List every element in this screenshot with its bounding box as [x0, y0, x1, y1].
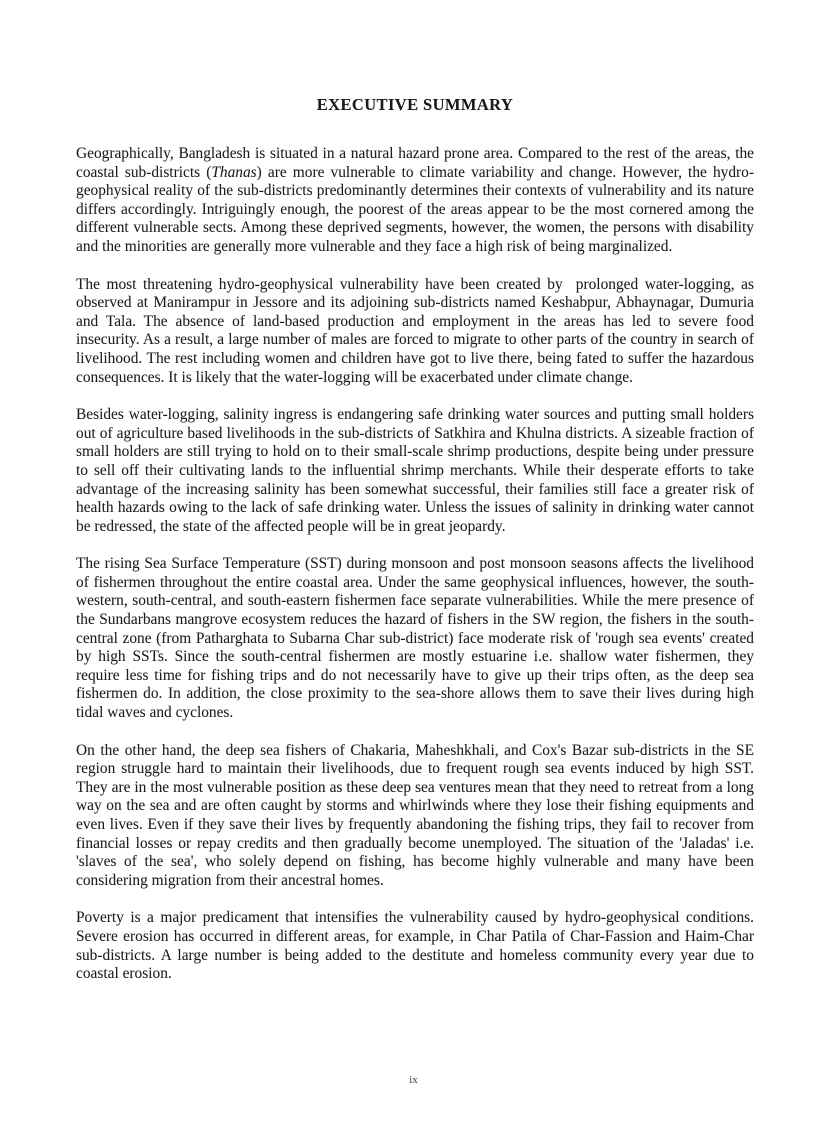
text-run: Geographically, Bangladesh is situated in a natural hazard prone area. Compared to the rest of the areas, the coastal sub-districts ( [76, 145, 754, 181]
text-run: The most threatening hydro-geophysical vulnerability have been created by prolonged water-logging, as observed at Manirampur in Jessore and its adjoining sub-districts named Keshabpur, Abhaynagar, Dumuria and Tala. The absence of land-based production and employment in the areas has led to severe food insecurity. As a result, a large number of males are forced to migrate to other parts of the country in search of livelihood. The rest including women and children have got to live there, being fated to suffer the hazardous consequences. It is likely that the water-logging will be exacerbated under climate change. [76, 275, 754, 386]
text-run: ) are more vulnerable to climate variability and change. However, the hydro-geophysical reality of the sub-districts predominantly determines their contexts of vulnerability and its nature differs accordingly. Intriguingly enough, the poorest of the areas appear to be the most cornered among the different vulnerable sects. Among these deprived segments, however, the women, the persons with disability and the minorities are generally more vulnerable and they face a high risk of being marginalized. [76, 163, 755, 255]
page-title: EXECUTIVE SUMMARY [316, 95, 514, 114]
paragraph [76, 555, 754, 722]
paragraph [76, 276, 754, 388]
paragraph [76, 742, 754, 891]
page-content [76, 95, 754, 1003]
page-number: ix [409, 1074, 418, 1086]
paragraph [76, 909, 754, 983]
text-run: On the other hand, the deep sea fishers of Chakaria, Maheshkhali, and Cox's Bazar sub-districts in the SE region struggle hard to maintain their livelihoods, due to frequent rough sea events induced by high SST. They are in the most vulnerable position as these deep sea ventures mean that they need to retreat from a long way on the sea and are often caught by storms and whirlwinds where they lose their fishing equipments and even lives. Even if they save their lives by frequently abandoning the fishing trips, they fail to recover from financial losses or repay credits and then gradually become unemployed. The situation of the 'Jaladas' i.e. 'slaves of the sea', who solely depend on fishing, has become highly vulnerable and many have been considering migration from their ancestral homes. [76, 741, 754, 889]
text-run: The rising Sea Surface Temperature (SST) during monsoon and post monsoon seasons affects the livelihood of fishermen throughout the entire coastal area. Under the same geophysical influences, however, the south-western, south-central, and south-eastern fishermen face separate vulnerabilities. While the mere presence of the Sundarbans mangrove ecosystem reduces the hazard of fishers in the SW region, the fishers in the south-central zone (from Patharghata to Subarna Char sub-district) face moderate risk of 'rough sea events' created by high SSTs. Since the south-central fishermen are mostly estuarine i.e. shallow water fishermen, they require less time for fishing trips and do not necessarily have to give up their trips often, as the deep sea fishermen do. In addition, the close proximity to the sea-shore allows them to save their lives during high tidal waves and cyclones. [76, 555, 754, 722]
body-text [76, 145, 754, 984]
text-run: Poverty is a major predicament that intensifies the vulnerability caused by hydro-geophysical conditions. Severe erosion has occurred in different areas, for example, in Char Patila of Char-Fassion and Haim-Char sub-districts. A large number is being added to the destitute and homeless community every year due to coastal erosion. [76, 909, 754, 983]
italic-text-run: Thanas [211, 163, 257, 181]
paragraph [76, 406, 754, 536]
text-run: Besides water-logging, salinity ingress is endangering safe drinking water sources and putting small holders out of agriculture based livelihoods in the sub-districts of Satkhira and Khulna districts. A sizeable fraction of small holders are still trying to hold on to their small-scale shrimp productions, despite being under pressure to sell off their cultivating lands to the influential shrimp merchants. While their desperate efforts to take advantage of the increasing salinity has been somewhat successful, their families still face a greater risk of health hazards owing to the lack of safe drinking water. Unless the issues of salinity in drinking water cannot be redressed, the state of the affected people will be in great jeopardy. [76, 406, 754, 535]
paragraph [76, 145, 754, 257]
